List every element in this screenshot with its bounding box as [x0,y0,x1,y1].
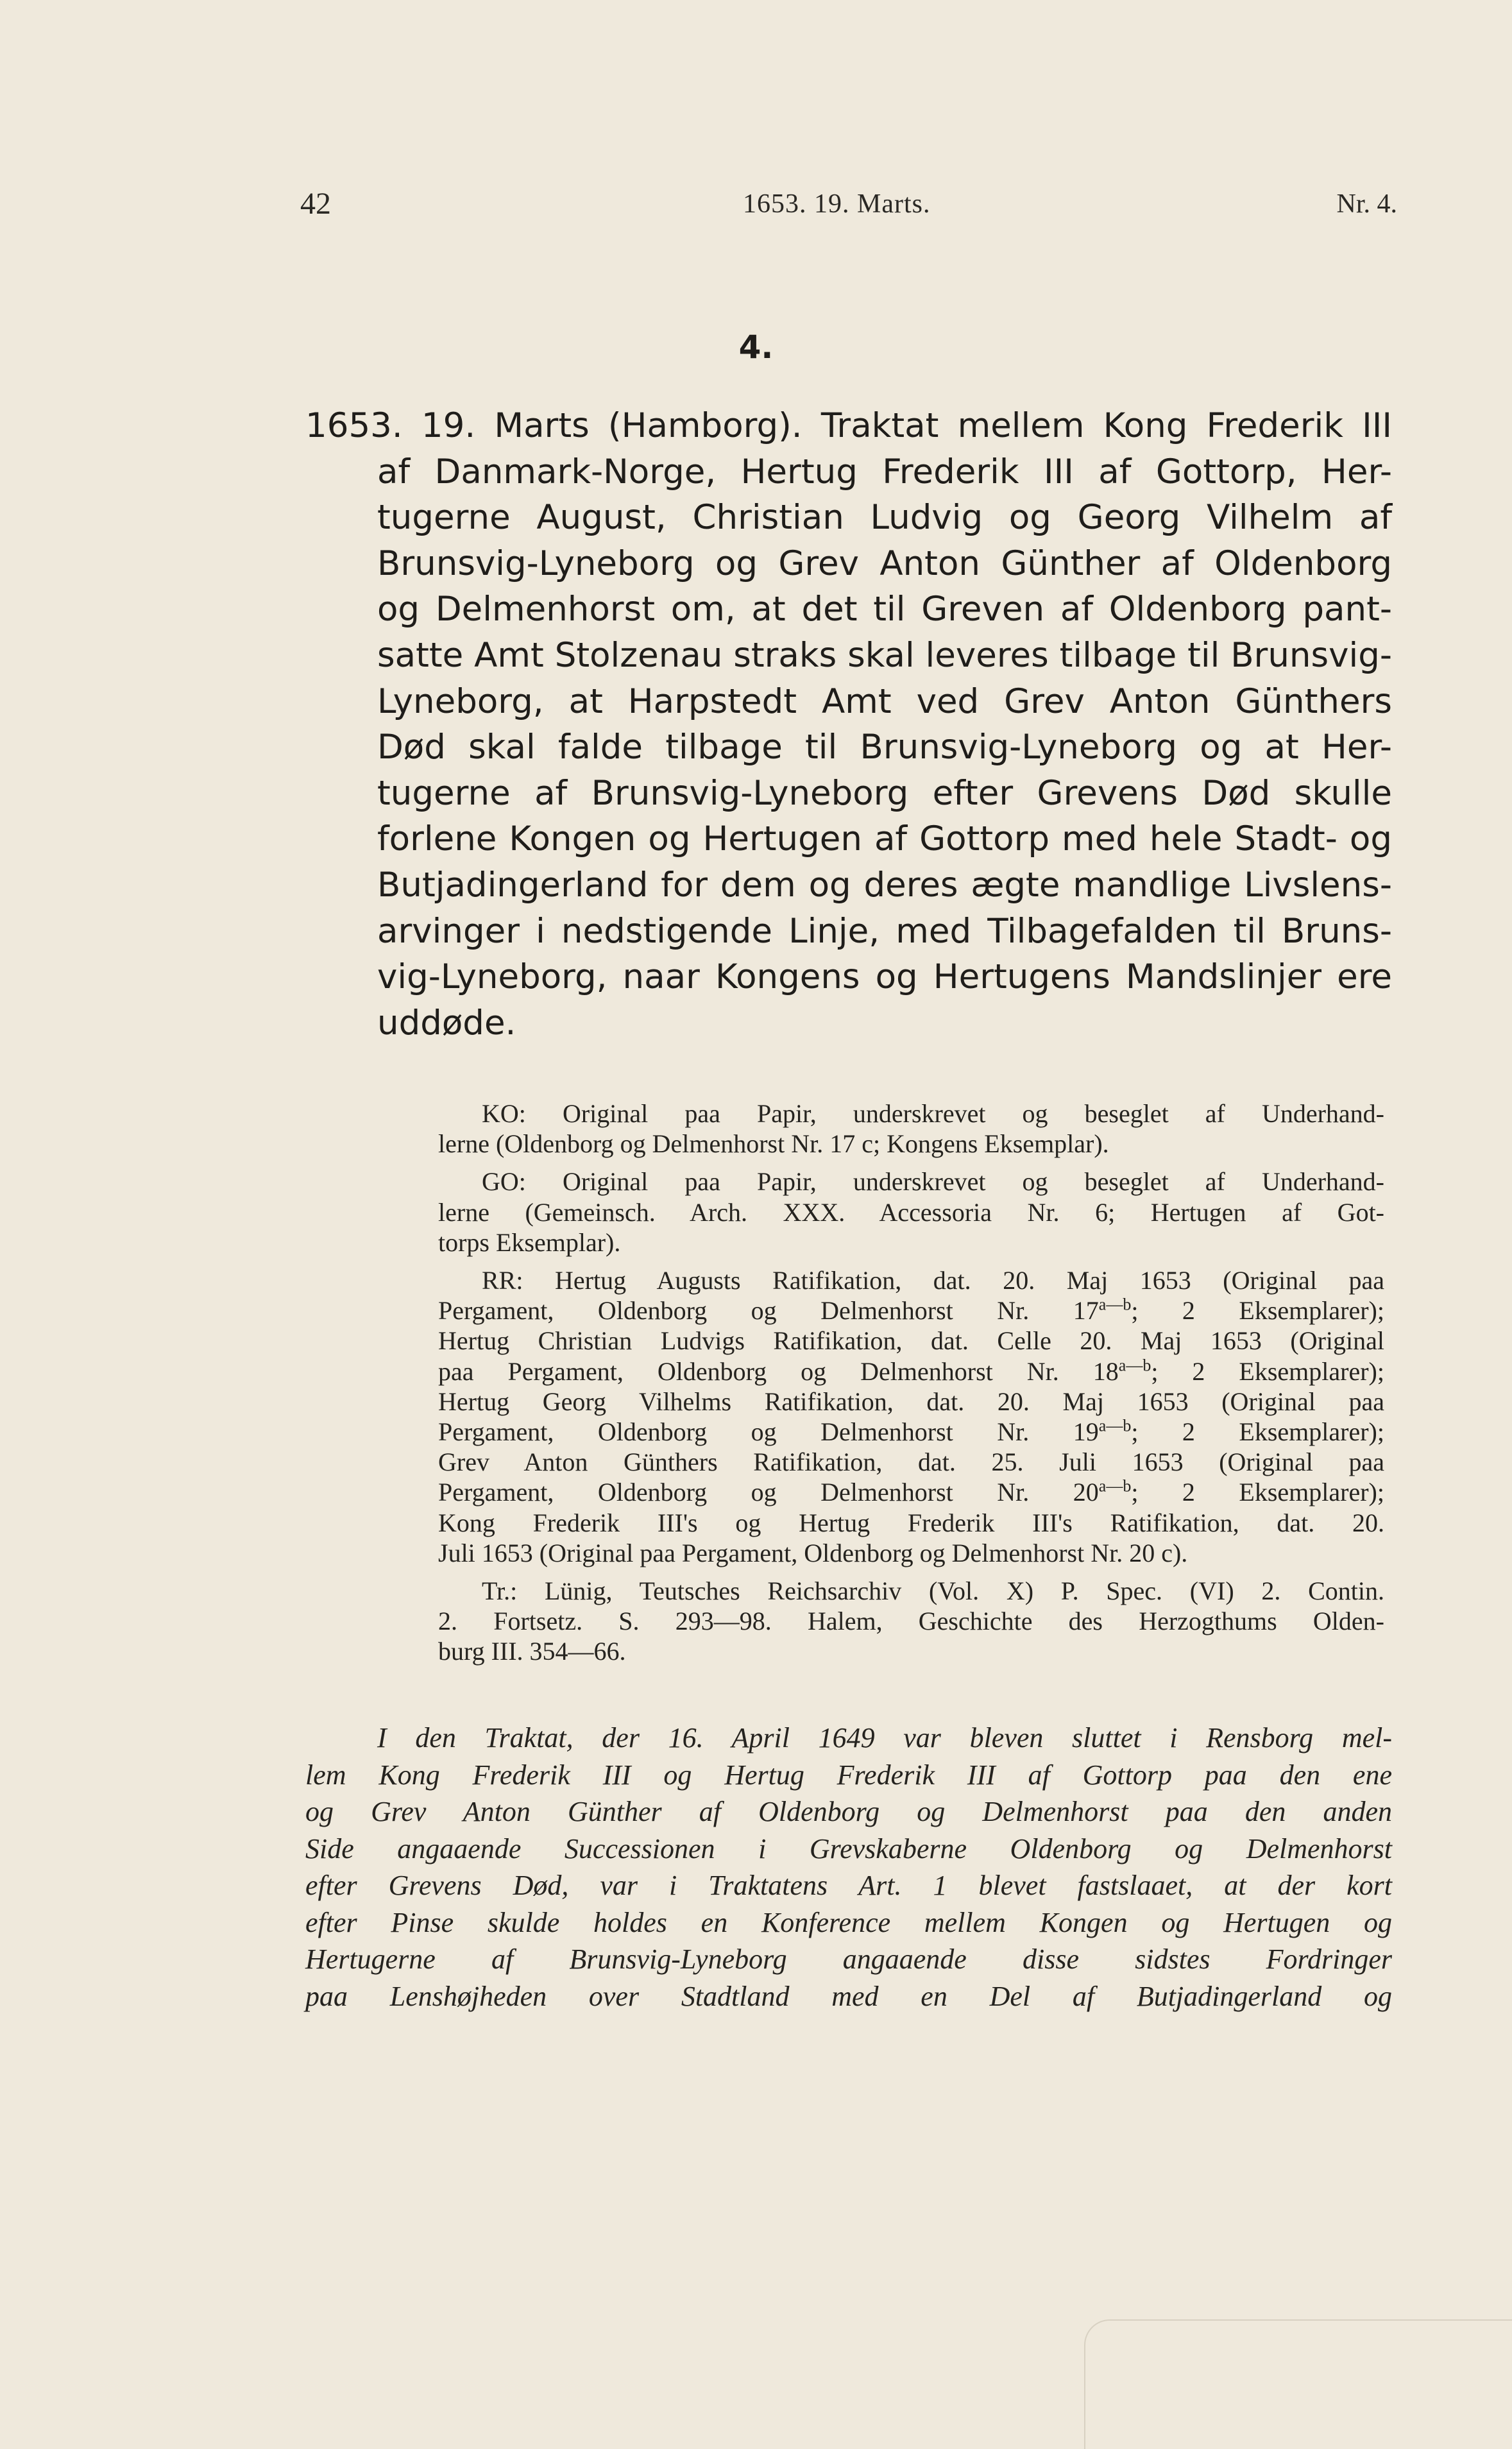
intro-line: Side angaaende Successionen i Grevskaberne Oldenborg og Delmenhorst [305,1832,1392,1864]
summary-line: uddøde. [377,1003,516,1043]
intro-line: Hertugerne af Brunsvig-Lyneborg angaaende disse sidstes Fordringer [305,1943,1392,1975]
summary-line: Butjadingerland for dem og deres ægte mandlige Livslens- [377,865,1392,905]
document-number-heading: 4. [738,329,774,366]
intro-line: paa Lenshøjheden over Stadtland med en Del af Butjadingerland og [305,1980,1392,2012]
summary-line: tugerne August, Christian Ludvig og Georg Vilhelm af [377,498,1392,538]
note-line: Pergament, Oldenborg og Delmenhorst Nr. $19^{a—b}$; 2 Eksemplarer); [438,1416,1384,1447]
note-go [438,1166,1384,1258]
summary-line: arvinger i nedstigende Linje, med Tilbagefalden til Bruns- [377,911,1392,951]
note-line: torps Eksemplar). [438,1227,621,1257]
header-date: 1653. 19. Marts. [743,189,931,219]
intro-line: efter Grevens Død, var i Traktatens Art. 1 blevet fastslaaet, at der kort [305,1870,1392,1901]
note-line: 2. Fortsetz. S. 293—98. Halem, Geschichte des Herzogthums Olden- [438,1607,1384,1636]
treaty-summary [305,403,1392,1046]
intro-line: og Grev Anton Günther af Oldenborg og Delmenhorst paa den anden [305,1796,1392,1827]
note-line: burg III. 354—66. [438,1637,626,1666]
paper-fold-mark [1084,2319,1512,2449]
note-line: Hertug Georg Vilhelms Ratifikation, dat. 20. Maj 1653 (Original paa [438,1387,1384,1416]
summary-line: vig-Lyneborg, naar Kongens og Hertugens Mandslinjer ere [377,957,1392,997]
superscript: a—b [1098,1295,1132,1314]
note-line: paa Pergament, Oldenborg og Delmenhorst Nr. $18^{a—b}$; 2 Eksemplarer); [438,1356,1384,1386]
summary-line: Brunsvig-Lyneborg og Grev Anton Günther af Oldenborg [377,543,1392,583]
note-line: Juli 1653 (Original paa Pergament, Oldenborg og Delmenhorst Nr. 20 c). [438,1538,1188,1567]
summary-line: forlene Kongen og Hertugen af Gottorp med hele Stadt- og [377,819,1392,859]
summary-line: af Danmark-Norge, Hertug Frederik III af Gottorp, Her- [377,452,1392,491]
page-number: 42 [300,187,331,221]
note-line: Pergament, Oldenborg og Delmenhorst Nr. $17^{a—b}$; 2 Eksemplarer); [438,1295,1384,1326]
note-line: Tr.: Lünig, Teutsches Reichsarchiv (Vol. X) P. Spec. (VI) 2. Contin. [482,1576,1384,1606]
superscript: a—b [1098,1477,1132,1496]
note-line: Grev Anton Günthers Ratifikation, dat. 25. Juli 1653 (Original paa [438,1447,1384,1477]
note-line: Hertug Christian Ludvigs Ratifikation, dat. Celle 20. Maj 1653 (Original [438,1326,1384,1356]
note-line: GO: Original paa Papir, underskrevet og beseglet af Underhand- [482,1167,1384,1197]
note-line: Pergament, Oldenborg og Delmenhorst Nr. $20^{a—b}$; 2 Eksemplarer); [438,1477,1384,1507]
note-line: lerne (Oldenborg og Delmenhorst Nr. 17 c; Kongens Eksemplar). [438,1129,1109,1159]
summary-line: Lyneborg, at Harpstedt Amt ved Grev Anton Günthers [377,681,1392,721]
summary-line: og Delmenhorst om, at det til Greven af Oldenborg pant- [377,590,1392,629]
note-ko [438,1098,1384,1159]
note-line: RR: Hertug Augusts Ratifikation, dat. 20. Maj 1653 (Original paa [482,1266,1384,1295]
intro-line: efter Pinse skulde holdes en Konference mellem Kongen og Hertugen og [305,1906,1392,1938]
summary-line: Død skal falde tilbage til Brunsvig-Lyneborg og at Her- [377,728,1392,767]
note-line: lerne (Gemeinsch. Arch. XXX. Accessoria Nr. 6; Hertugen af Got- [438,1197,1384,1227]
source-notes [438,1098,1384,1667]
note-rr [438,1265,1384,1568]
running-header [300,186,1397,225]
summary-line: tugerne af Brunsvig-Lyneborg efter Grevens Død skulle [377,773,1392,813]
note-tr [438,1576,1384,1667]
superscript: a—b [1118,1356,1151,1375]
intro-line: lem Kong Frederik III og Hertug Frederik III af Gottorp paa den ene [305,1759,1392,1791]
superscript: a—b [1098,1416,1132,1435]
introduction-paragraph [305,1719,1392,2015]
summary-line: 1653. 19. Marts (Hamborg). Traktat mellem Kong Frederik III [305,406,1392,445]
header-document-number: Nr. 4. [1336,189,1397,219]
intro-line: I den Traktat, der 16. April 1649 var bleven sluttet i Rensborg mel- [377,1722,1392,1754]
note-line: Kong Frederik III's og Hertug Frederik III's Ratifikation, dat. 20. [438,1508,1384,1537]
note-line: KO: Original paa Papir, underskrevet og beseglet af Underhand- [482,1099,1384,1128]
summary-line: satte Amt Stolzenau straks skal leveres tilbage til Brunsvig- [377,635,1392,675]
